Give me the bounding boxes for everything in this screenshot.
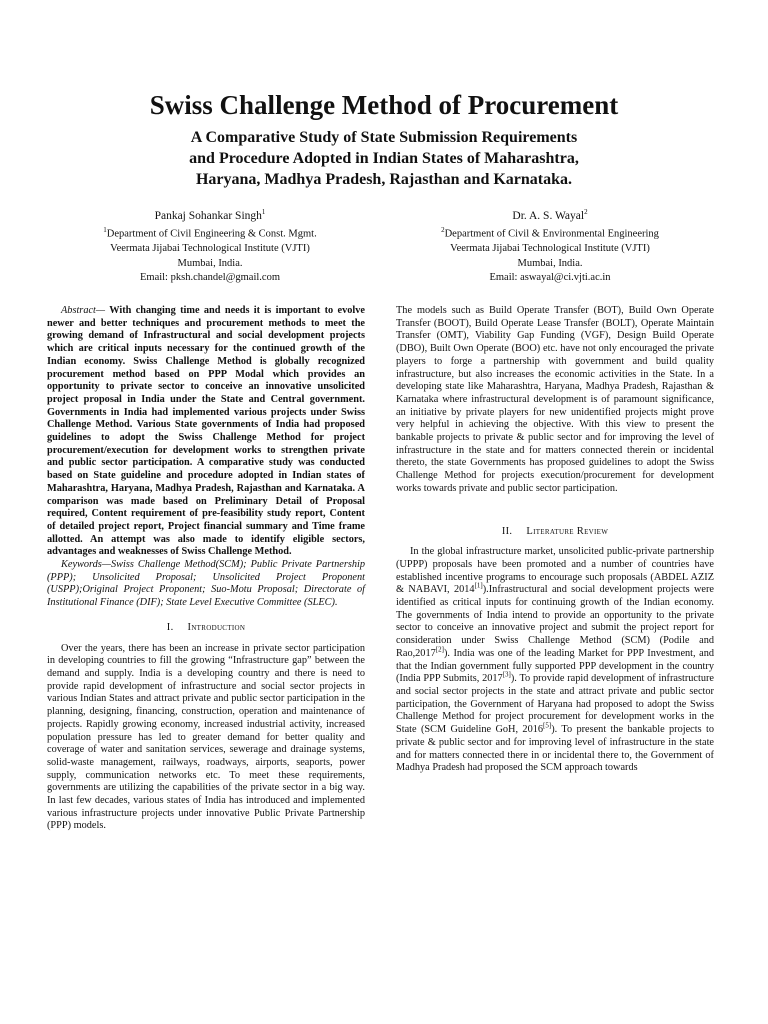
literature-review-paragraph: In the global infrastructure market, unsolicited public-private partnership (UPPP) proposals have been promoted and a number of countries have established incentive programs to encourage such proposals (ABDEL AZIZ & NABAVI, 2014[1]).Infrastructural and social development projects were identified as critical inputs for continuing growth of the Indian economy. The governments of India intend to provide an opportunity to the private sector to conceive an innovative project and submit the project report for consideration under Swiss Challenge Method (SCM) (Podile and Rao,2017[2]). India was one of the leading Market for PPP Investment, and that the Indian government fully supported PPP development in the country (India PPP Submits, 2017[3]). To provide rapid development of infrastructure and social sector projects in the state and attract private and public sector participation, the Government of Haryana had proposed to adopt the Swiss Challenge Method for project procurement for development works in the State (SCM Guideline GoH, 2016[5]). To present the bankable projects to private & public sector and for improving level of infrastructure in the state and for matters connected there in or incidental there to, the Government of Madhya Pradesh had proposed the SCM approach towards: [396, 546, 715, 774]
introduction-paragraph: Over the years, there has been an increase in private sector participation in developing countries to fill the growing “Infrastructure gap” between the demand and supply. India is a developing country and there is need to provide rapid development of infrastructure and social sector projects in various Indian States and attract private and public sector participation in the planning, designing, financing, construction, operation and maintenance of projects. Rapidly growing economy, increased industrial activity, increased population pressure has led to greater demand for better quality and coverage of water and sanitation services, sewerage and drainage systems, solid-waste management, railways, roadways, airports, seaports, power supply, communication networks etc. To meet these requirements, governments are utilizing the capabilities of the private sector in a big way. In last few decades, various states of India has introduced and implemented various infrastructure projects under innovative Public Private Partnership (PPP) models.: [47, 642, 365, 832]
author-department: $^2$Department of Civil & Environmental Engineering: [441, 226, 659, 240]
author-city: Mumbai, India.: [517, 257, 583, 269]
left-column: [47, 305, 365, 833]
paper-subtitle: [120, 127, 648, 190]
section-heading-introduction: I. Introduction: [166, 621, 246, 633]
subtitle-line: Haryana, Madhya Pradesh, Rajasthan and Karnataka.: [195, 171, 573, 188]
author-institute: Veermata Jijabai Technological Institute (VJTI): [450, 243, 650, 255]
keywords: Keywords—Swiss Challenge Method(SCM); Public Private Partnership (PPP); Unsolicited Proposal; Unsolicited Project Proponent (USPP);Original Project Proponent; Suo-Motu Proposal; Directorate of Institutional Finance (DIF); State Level Executive Committee (SLEC).: [47, 559, 365, 609]
paper-title: Swiss Challenge Method of Procurement: [149, 90, 619, 120]
citation-ref: [3]: [502, 670, 511, 679]
subtitle-line: A Comparative Study of State Submission Requirements: [190, 129, 578, 146]
author-name: Dr. A. S. Wayal$^2$: [512, 208, 588, 222]
subtitle-line: and Procedure Adopted in Indian States of Maharashtra,: [189, 150, 579, 167]
author-block-1: [70, 205, 350, 286]
author-email: Email: aswayal@ci.vjti.ac.in: [489, 272, 611, 284]
author-department: $^1$Department of Civil Engineering & Const. Mgmt.: [103, 226, 317, 240]
citation-ref: [1]: [474, 581, 483, 590]
citation-ref: [5]: [543, 721, 552, 730]
author-email: Email: pksh.chandel@gmail.com: [139, 272, 280, 284]
author-city: Mumbai, India.: [177, 257, 243, 269]
abstract: Abstract— With changing time and needs it is important to evolve newer and better techniques and procurement methods to meet the growing demand of Infrastructural and social development projects which are critical inputs necessary for the continued growth of the Indian economy. Swiss Challenge Method is globally recognized procurement method based on PPP Modal which provides an opportunity to private sector to conceive an innovative unsolicited project proposal in India under the State and Central government. Governments in India had implemented various projects under Swiss Challenge Method. Various State governments of India had proposed guidelines to adopt the Swiss Challenge Method for project procurement/execution for development works to strengthen private and public sector participation. A comparative study was conducted based on State guideline and procedure adopted in Indian states of Maharashtra, Haryana, Madhya Pradesh, Rajasthan and Karnataka. A comparison was made based on Preliminary Detail of Proposal required, Content requirement of pre-feasibility study report, Content of detailed project report, Project financial summary and Time frame allotted. An attempt was also made to identify eligible sectors, advantages and weaknesses of Swiss Challenge Method.: [47, 305, 365, 558]
author-institute: Veermata Jijabai Technological Institute (VJTI): [110, 243, 310, 255]
author-name: Pankaj Sohankar Singh$^1$: [154, 208, 266, 222]
right-column: [396, 305, 714, 775]
citation-ref: [2]: [435, 645, 444, 654]
models-paragraph: The models such as Build Operate Transfer (BOT), Build Own Operate Transfer (BOOT), Build Operate Lease Transfer (BOLT), Operate Maintain Transfer (OMT), Viability Gap Funding (VGF), Design Build Operate (DBO), Built Own Operate (BOO) etc. have not only encouraged the private players to forge a partnership with government and build quality infrastructure, but also increases the economic activities in the State. In a developing state like Maharashtra, Haryana, Madhya Pradesh, Rajasthan & Karnataka where infrastructural development is of paramount significance, an initiative by private players for new unidentified projects might prove very helpful in achieving the objective. With this view to present the bankable projects to private & public sector and for improving the level of infrastructure in the state and for matters connected therein or incidental thereto, the state Governments has proposed guidelines to adopt the Swiss Challenge Method for projects execution/procurement for development works towards private and public sector participation.: [396, 305, 714, 494]
section-heading-literature-review: II. Literature Review: [501, 525, 609, 537]
author-block-2: [410, 205, 690, 286]
